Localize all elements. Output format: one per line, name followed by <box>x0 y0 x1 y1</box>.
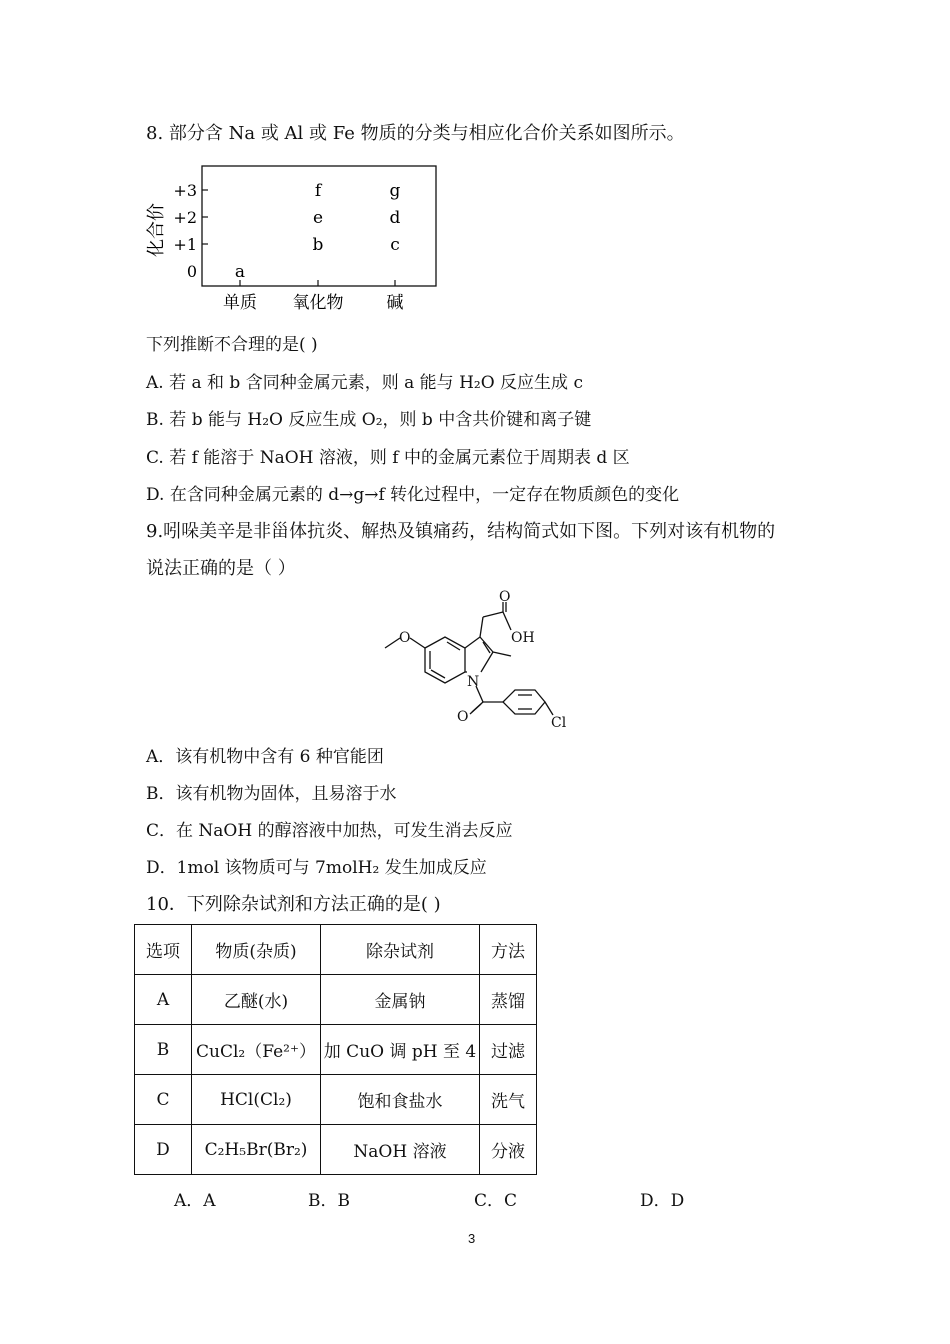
y-tick-label: 0 <box>186 262 197 281</box>
y-tick-label: +3 <box>173 181 197 200</box>
q8-option-d: D. 在含同种金属元素的 d→g→f 转化过程中，一定存在物质颜色的变化 <box>146 485 680 505</box>
table-header-cell: 物质(杂质) <box>192 925 321 975</box>
indomethacin-structure <box>375 590 585 735</box>
q8-stem: 8. 部分含 Na 或 Al 或 Fe 物质的分类与相应化合价关系如图所示。 <box>146 123 685 144</box>
table-row <box>135 1025 537 1075</box>
table-cell: C₂H₅Br(Br₂) <box>192 1125 321 1175</box>
point-label-c: c <box>390 235 400 255</box>
table-cell: 洗气 <box>480 1075 537 1125</box>
atom-methoxy-oxygen: O <box>399 630 411 646</box>
table-cell: CuCl₂（Fe²⁺） <box>192 1025 321 1075</box>
q10-stem: 10．下列除杂试剂和方法正确的是( ) <box>146 894 441 915</box>
table-row <box>135 1075 537 1125</box>
table-row <box>135 1125 537 1175</box>
x-tick-label: 单质 <box>223 293 257 313</box>
q9-option-c: C．在 NaOH 的醇溶液中加热，可发生消去反应 <box>146 821 513 841</box>
table-cell: 加 CuO 调 pH 至 4 <box>321 1025 480 1075</box>
point-label-d: d <box>389 208 401 228</box>
purification-table <box>134 924 537 1175</box>
x-tick-label: 氧化物 <box>292 293 344 313</box>
chart-ylabel: 化合价 <box>146 203 167 257</box>
point-label-a: a <box>234 262 246 282</box>
q9-option-a: A．该有机物中含有 6 种官能团 <box>146 747 384 767</box>
table-cell: C <box>135 1075 192 1125</box>
table-header-row <box>135 925 537 975</box>
y-tick-label: +1 <box>173 235 197 254</box>
y-tick-label: +2 <box>173 208 197 227</box>
q10-option-d: D．D <box>640 1191 685 1211</box>
q8-option-a: A. 若 a 和 b 含同种金属元素，则 a 能与 H₂O 反应生成 c <box>146 373 583 393</box>
table-header-cell: 除杂试剂 <box>321 925 480 975</box>
table-cell: 饱和食盐水 <box>321 1075 480 1125</box>
table-header-cell: 方法 <box>480 925 537 975</box>
atom-hydroxyl: OH <box>511 630 535 646</box>
q8-option-b: B. 若 b 能与 H₂O 反应生成 O₂，则 b 中含共价键和离子键 <box>146 410 592 430</box>
table-cell: B <box>135 1025 192 1075</box>
q10-option-b: B．B <box>308 1191 350 1211</box>
table-row <box>135 975 537 1025</box>
point-label-f: f <box>314 181 322 201</box>
point-label-g: g <box>389 181 401 201</box>
q10-option-a: A．A <box>174 1191 216 1211</box>
table-cell: 蒸馏 <box>480 975 537 1025</box>
atom-chlorine: Cl <box>551 715 567 731</box>
q8-option-c: C. 若 f 能溶于 NaOH 溶液，则 f 中的金属元素位于周期表 d 区 <box>146 448 630 468</box>
table-header-cell: 选项 <box>135 925 192 975</box>
q9-option-b: B．该有机物为固体，且易溶于水 <box>146 784 397 804</box>
table-cell: A <box>135 975 192 1025</box>
table-cell: 金属钠 <box>321 975 480 1025</box>
table-cell: 乙醚(水) <box>192 975 321 1025</box>
atom-nitrogen: N <box>467 674 480 690</box>
table-cell: D <box>135 1125 192 1175</box>
q9-stem-line2: 说法正确的是（ ） <box>146 558 296 579</box>
atom-amide-oxygen: O <box>457 709 469 725</box>
q10-option-c: C．C <box>474 1191 518 1211</box>
page-number: 3 <box>468 1231 476 1246</box>
valence-chart <box>140 160 440 315</box>
q9-option-d: D．1mol 该物质可与 7molH₂ 发生加成反应 <box>146 858 487 878</box>
q8-prompt: 下列推断不合理的是( ) <box>146 335 318 355</box>
table-cell: HCl(Cl₂) <box>192 1075 321 1125</box>
point-label-b: b <box>312 235 324 255</box>
table-cell: 过滤 <box>480 1025 537 1075</box>
x-tick-label: 碱 <box>386 293 404 313</box>
table-cell: NaOH 溶液 <box>321 1125 480 1175</box>
q9-stem-line1: 9.吲哚美辛是非甾体抗炎、解热及镇痛药，结构简式如下图。下列对该有机物的 <box>146 521 776 542</box>
atom-carbonyl-oxygen: O <box>499 590 511 605</box>
point-label-e: e <box>312 208 324 228</box>
table-cell: 分液 <box>480 1125 537 1175</box>
